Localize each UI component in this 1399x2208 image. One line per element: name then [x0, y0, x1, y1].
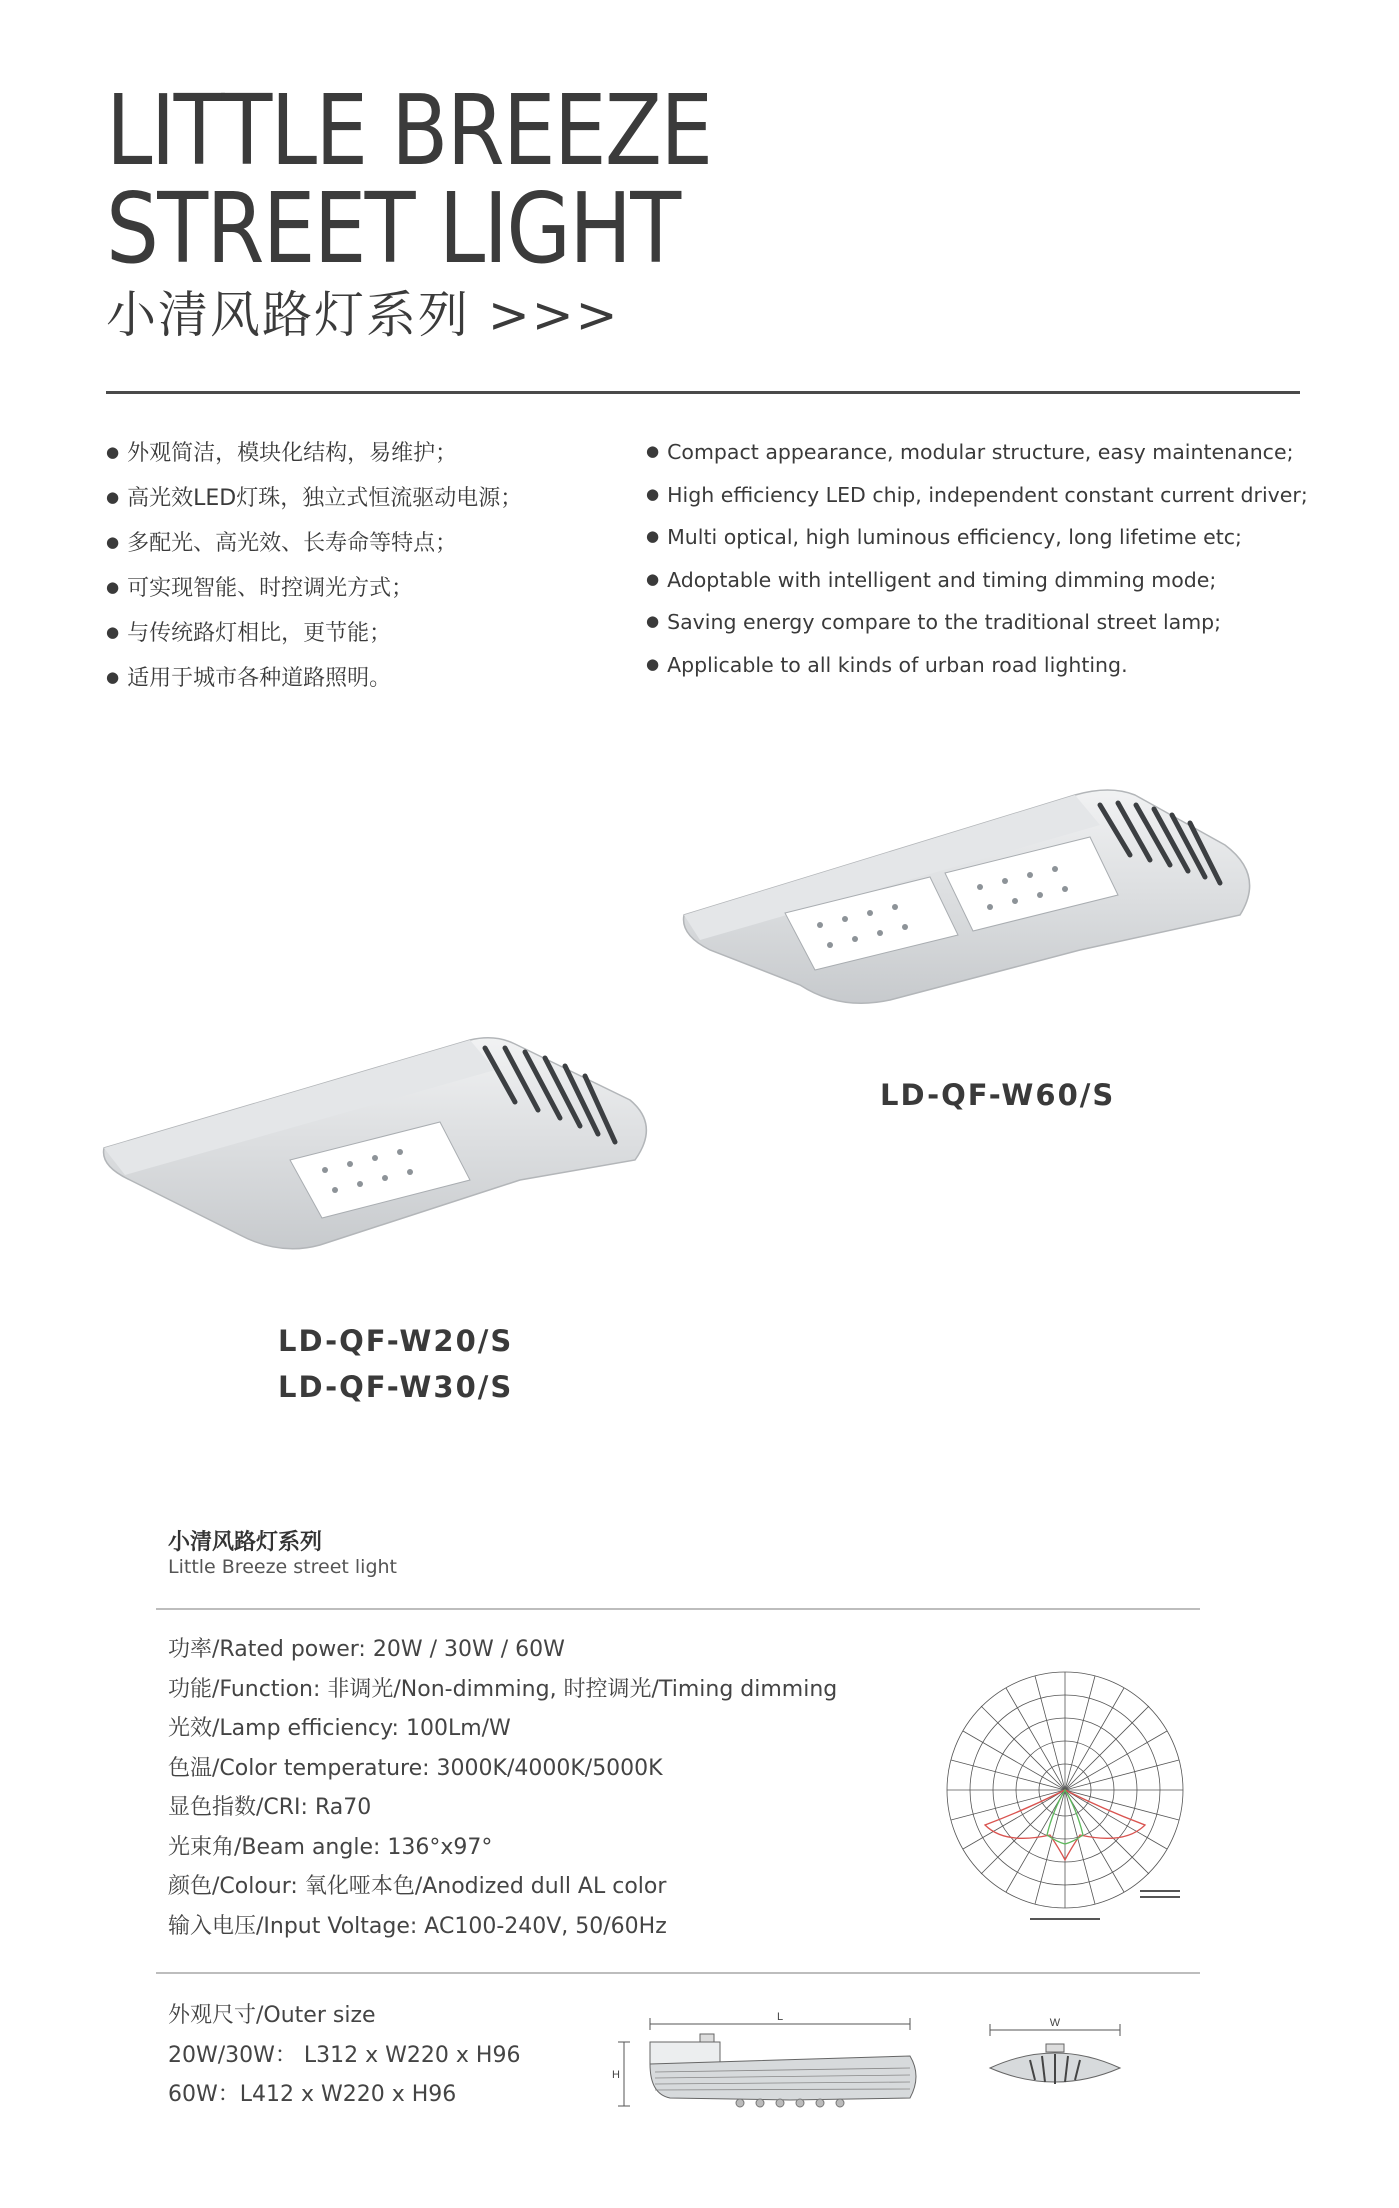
feature-item: ● Adoptable with intelligent and timing dimming mode; [646, 560, 1308, 603]
size-row: 20W/30W： L312 x W220 x H96 [168, 2042, 521, 2068]
spec-row: 功率/Rated power: 20W / 30W / 60W [168, 1637, 565, 1662]
feature-item: ● Applicable to all kinds of urban road lighting. [646, 645, 1308, 688]
spec-divider-bottom [156, 1972, 1200, 1974]
spec-row: 输入电压/Input Voltage: AC100-240V, 50/60Hz [168, 1913, 667, 1939]
title-line-1: LITTLE BREEZE [106, 74, 712, 187]
title-line-2: STREET LIGHT [106, 172, 680, 285]
product-image-w60 [680, 765, 1260, 1015]
page-subtitle: 小清风路灯系列 >>> [106, 286, 620, 344]
feature-item: ● 可实现智能、时控调光方式； [106, 567, 522, 612]
feature-item: ● Compact appearance, modular structure, easy maintenance; [646, 432, 1308, 475]
feature-item: ● 适用于城市各种道路照明。 [106, 657, 522, 702]
end-dimension-drawing [980, 2016, 1130, 2106]
spec-row: 光束角/Beam angle: 136°x97° [168, 1834, 493, 1860]
spec-title-en: Little Breeze street light [168, 1556, 398, 1578]
model-label-w30: LD-QF-W30/S [278, 1370, 514, 1404]
model-label-w60: LD-QF-W60/S [880, 1078, 1116, 1112]
size-row: 外观尺寸/Outer size [168, 2003, 376, 2028]
header-divider [106, 391, 1300, 394]
spec-divider-top [156, 1608, 1200, 1610]
side-dimension-drawing [610, 2006, 930, 2116]
spec-row: 显色指数/CRI: Ra70 [168, 1795, 372, 1820]
spec-title-cn: 小清风路灯系列 [168, 1530, 323, 1555]
spec-row: 颜色/Colour: 氧化哑本色/Anodized dull AL color [168, 1874, 667, 1899]
feature-item: ● High efficiency LED chip, independent constant current driver; [646, 475, 1308, 518]
dim-label-h: H [612, 2069, 620, 2081]
spec-row: 功能/Function: 非调光/Non-dimming, 时控调光/Timing dimming [168, 1676, 838, 1702]
feature-item: ● 高光效LED灯珠，独立式恒流驱动电源； [106, 477, 522, 522]
page-title [106, 74, 712, 285]
polar-light-distribution-diagram [935, 1660, 1195, 1930]
feature-item: ● 多配光、高光效、长寿命等特点； [106, 522, 522, 567]
dim-label-w: W [1049, 2017, 1061, 2029]
feature-item: ● 外观简洁，模块化结构，易维护； [106, 432, 522, 477]
spec-row: 色温/Color temperature: 3000K/4000K/5000K [168, 1755, 663, 1781]
size-row: 60W：L412 x W220 x H96 [168, 2082, 457, 2107]
product-image-w20-w30 [100, 1030, 660, 1260]
outer-size-list [168, 1996, 520, 2115]
spec-list [168, 1630, 837, 1946]
dim-label-l: L [776, 2011, 784, 2023]
feature-list-en [646, 432, 1308, 687]
feature-item: ● 与传统路灯相比，更节能； [106, 612, 522, 657]
feature-item: ● Saving energy compare to the traditional street lamp; [646, 602, 1308, 645]
model-label-w20: LD-QF-W20/S [278, 1324, 514, 1358]
spec-row: 光效/Lamp efficiency: 100Lm/W [168, 1716, 511, 1741]
feature-item: ● Multi optical, high luminous efficiency, long lifetime etc; [646, 517, 1308, 560]
feature-list-cn [106, 432, 522, 702]
